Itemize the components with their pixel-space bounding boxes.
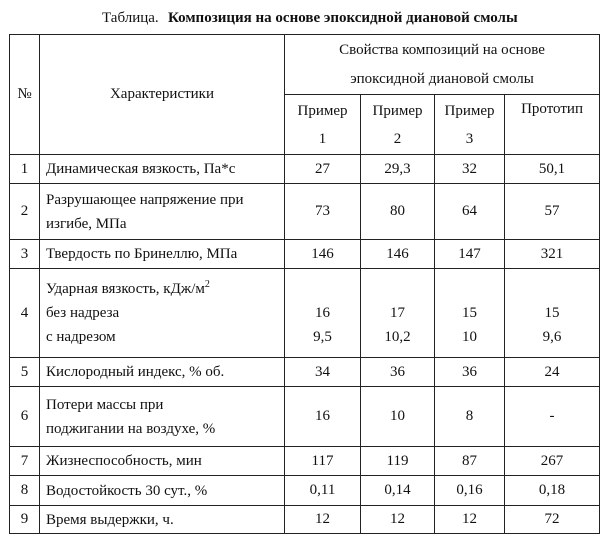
row-value: 50,1 — [505, 155, 600, 184]
row-num: 7 — [10, 447, 40, 476]
caption-prefix: Таблица. — [102, 10, 159, 26]
row-num: 2 — [10, 184, 40, 240]
header-group-line2: эпоксидной диановой смолы — [350, 70, 534, 87]
row-num: 3 — [10, 240, 40, 269]
row-name — [40, 387, 285, 447]
header-col-2-line1: Пример — [372, 102, 423, 119]
row-value: - — [505, 387, 600, 447]
header-col-3-line1: Пример — [444, 102, 495, 119]
row-value: 36 — [361, 358, 435, 387]
row-name-line1: Разрушающее напряжение при — [46, 191, 244, 208]
properties-table — [9, 34, 600, 534]
header-col-1-line2: 1 — [318, 130, 327, 147]
row-value: 34 — [285, 358, 361, 387]
row-num: 5 — [10, 358, 40, 387]
row-value: 12 — [435, 506, 505, 534]
header-num: № — [10, 35, 40, 155]
table-row — [10, 184, 600, 240]
value-b: 10 — [462, 329, 477, 345]
row-name-line2: поджигании на воздухе, % — [46, 420, 216, 437]
row-name: Динамическая вязкость, Па*с — [40, 155, 285, 184]
row-value: 73 — [285, 184, 361, 240]
row-name-line2: без надреза — [46, 305, 120, 321]
row-value: 0,18 — [505, 476, 600, 506]
value-b: 9,6 — [542, 329, 562, 345]
row-value: 29,3 — [361, 155, 435, 184]
row-value — [361, 269, 435, 358]
row-value: 0,14 — [361, 476, 435, 506]
row-value: 72 — [505, 506, 600, 534]
header-group — [285, 35, 600, 95]
table-caption — [0, 4, 604, 32]
row-value: 32 — [435, 155, 505, 184]
table-row — [10, 269, 600, 358]
row-name: Жизнеспособность, мин — [40, 447, 285, 476]
row-num: 4 — [10, 269, 40, 358]
row-name: Твердость по Бринеллю, МПа — [40, 240, 285, 269]
row-value: 87 — [435, 447, 505, 476]
row-name-superscript: 2 — [204, 279, 210, 290]
row-value: 12 — [361, 506, 435, 534]
table-row — [10, 358, 600, 387]
row-value — [505, 269, 600, 358]
row-value: 12 — [285, 506, 361, 534]
row-name: Время выдержки, ч. — [40, 506, 285, 534]
header-group-line1: Свойства композиций на основе — [339, 41, 545, 58]
row-name: Кислородный индекс, % об. — [40, 358, 285, 387]
row-name — [40, 184, 285, 240]
row-value: 0,16 — [435, 476, 505, 506]
row-value: 117 — [285, 447, 361, 476]
row-value: 10 — [361, 387, 435, 447]
value-a: 15 — [544, 305, 560, 321]
row-value: 146 — [361, 240, 435, 269]
caption-title: Композиция на основе эпоксидной диановой смолы — [168, 10, 518, 26]
header-col-1-line1: Пример — [297, 102, 348, 119]
row-name: Водостойкость 30 сут., % — [40, 476, 285, 506]
row-name — [40, 269, 285, 358]
row-value: 147 — [435, 240, 505, 269]
row-name-line2: изгибе, МПа — [46, 215, 127, 232]
row-value: 267 — [505, 447, 600, 476]
header-row-1 — [10, 35, 600, 95]
row-value — [285, 269, 361, 358]
row-num: 8 — [10, 476, 40, 506]
value-a: 16 — [315, 305, 330, 321]
header-col-3 — [435, 95, 505, 155]
row-value: 0,11 — [285, 476, 361, 506]
row-value: 8 — [435, 387, 505, 447]
row-name-line1-text: Ударная вязкость, кДж/м — [46, 281, 205, 297]
row-value: 64 — [435, 184, 505, 240]
row-value: 80 — [361, 184, 435, 240]
table-row — [10, 476, 600, 506]
header-col-2-line2: 2 — [393, 130, 402, 147]
header-col-4-line1: Прототип — [521, 101, 583, 117]
value-b: 9,5 — [313, 329, 332, 345]
table-row — [10, 506, 600, 534]
table-row — [10, 447, 600, 476]
row-value: 119 — [361, 447, 435, 476]
table-row — [10, 155, 600, 184]
row-value: 36 — [435, 358, 505, 387]
row-name-line3: с надрезом — [46, 329, 116, 345]
row-value — [435, 269, 505, 358]
table-row — [10, 387, 600, 447]
row-name-line1 — [46, 277, 284, 301]
header-col-1 — [285, 95, 361, 155]
row-value: 321 — [505, 240, 600, 269]
row-value: 57 — [505, 184, 600, 240]
row-value: 146 — [285, 240, 361, 269]
value-b: 10,2 — [384, 329, 411, 345]
row-name-line1: Потери массы при — [46, 396, 164, 413]
row-num: 9 — [10, 506, 40, 534]
value-a: 15 — [462, 305, 477, 321]
row-value: 24 — [505, 358, 600, 387]
row-value: 16 — [285, 387, 361, 447]
header-col-2 — [361, 95, 435, 155]
header-col-4 — [505, 95, 600, 155]
row-num: 1 — [10, 155, 40, 184]
row-value: 27 — [285, 155, 361, 184]
value-a: 17 — [390, 305, 405, 321]
header-col-3-line2: 3 — [465, 130, 474, 147]
table-row — [10, 240, 600, 269]
header-characteristic: Характеристики — [40, 35, 285, 155]
row-num: 6 — [10, 387, 40, 447]
